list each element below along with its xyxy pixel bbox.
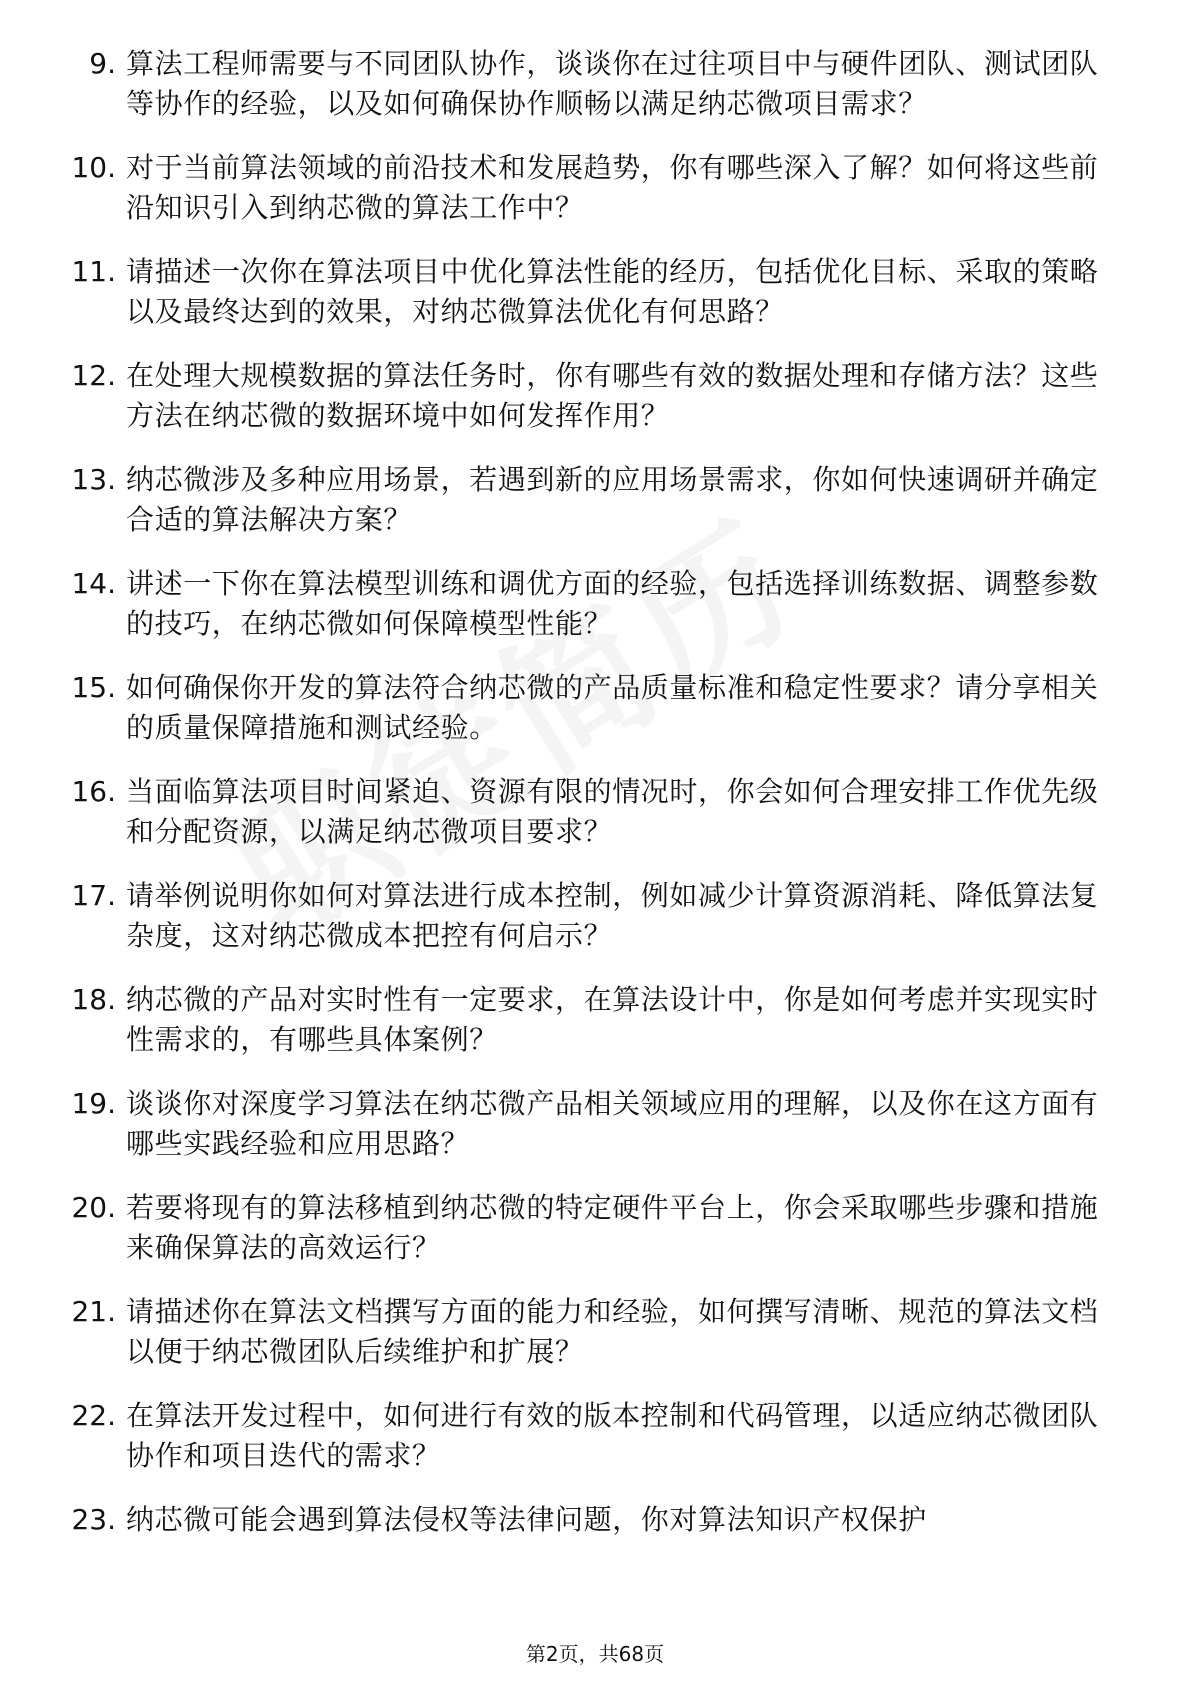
list-item [56, 564, 1126, 644]
list-item [56, 876, 1126, 956]
question-number: 10. [71, 151, 116, 184]
list-item [56, 252, 1126, 332]
question-number: 19. [71, 1087, 116, 1120]
question-number: 15. [71, 671, 116, 704]
question-text: 纳芯微可能会遇到算法侵权等法律问题，你对算法知识产权保护 [126, 1503, 927, 1536]
list-item [56, 668, 1126, 748]
question-number: 13. [71, 463, 116, 496]
list-item [56, 148, 1126, 228]
question-text: 若要将现有的算法移植到纳芯微的特定硬件平台上，你会采取哪些步骤和措施来确保算法的高效运行？ [126, 1191, 1099, 1264]
list-item [56, 1188, 1126, 1268]
question-text: 请描述你在算法文档撰写方面的能力和经验，如何撰写清晰、规范的算法文档以便于纳芯微团队后续维护和扩展？ [126, 1295, 1099, 1368]
list-item [56, 980, 1126, 1060]
question-text: 纳芯微的产品对实时性有一定要求，在算法设计中，你是如何考虑并实现实时性需求的，有哪些具体案例？ [126, 983, 1099, 1056]
question-number: 11. [71, 255, 116, 288]
question-text: 谈谈你对深度学习算法在纳芯微产品相关领域应用的理解，以及你在这方面有哪些实践经验和应用思路？ [126, 1087, 1099, 1160]
question-number: 9. [89, 47, 116, 80]
question-text: 请描述一次你在算法项目中优化算法性能的经历，包括优化目标、采取的策略以及最终达到的效果，对纳芯微算法优化有何思路？ [126, 255, 1099, 328]
list-item [56, 356, 1126, 436]
question-text: 讲述一下你在算法模型训练和调优方面的经验，包括选择训练数据、调整参数的技巧，在纳芯微如何保障模型性能？ [126, 567, 1099, 640]
question-number: 21. [71, 1295, 116, 1328]
question-number: 22. [71, 1399, 116, 1432]
question-text: 纳芯微涉及多种应用场景，若遇到新的应用场景需求，你如何快速调研并确定合适的算法解决方案？ [126, 463, 1099, 536]
question-text: 算法工程师需要与不同团队协作，谈谈你在过往项目中与硬件团队、测试团队等协作的经验，以及如何确保协作顺畅以满足纳芯微项目需求？ [126, 47, 1099, 120]
question-text: 当面临算法项目时间紧迫、资源有限的情况时，你会如何合理安排工作优先级和分配资源，以满足纳芯微项目要求？ [126, 775, 1099, 848]
question-text: 对于当前算法领域的前沿技术和发展趋势，你有哪些深入了解？如何将这些前沿知识引入到纳芯微的算法工作中？ [126, 151, 1099, 224]
question-number: 18. [71, 983, 116, 1016]
list-item [56, 1292, 1126, 1372]
list-item [56, 1396, 1126, 1476]
question-text: 请举例说明你如何对算法进行成本控制，例如减少计算资源消耗、降低算法复杂度，这对纳芯微成本把控有何启示？ [126, 879, 1099, 952]
list-item [56, 44, 1126, 124]
question-number: 23. [71, 1503, 116, 1536]
question-number: 14. [71, 567, 116, 600]
question-number: 16. [71, 775, 116, 808]
list-item [56, 772, 1126, 852]
page-footer: 第2页，共68页 [525, 1642, 665, 1666]
question-text: 如何确保你开发的算法符合纳芯微的产品质量标准和稳定性要求？请分享相关的质量保障措施和测试经验。 [126, 671, 1099, 744]
question-text: 在处理大规模数据的算法任务时，你有哪些有效的数据处理和存储方法？这些方法在纳芯微的数据环境中如何发挥作用？ [126, 359, 1099, 432]
list-item [56, 460, 1126, 540]
list-item [56, 1500, 1126, 1540]
question-list [56, 44, 1126, 1564]
question-number: 20. [71, 1191, 116, 1224]
question-number: 17. [71, 879, 116, 912]
question-text: 在算法开发过程中，如何进行有效的版本控制和代码管理，以适应纳芯微团队协作和项目迭代的需求？ [126, 1399, 1099, 1472]
question-number: 12. [71, 359, 116, 392]
list-item [56, 1084, 1126, 1164]
